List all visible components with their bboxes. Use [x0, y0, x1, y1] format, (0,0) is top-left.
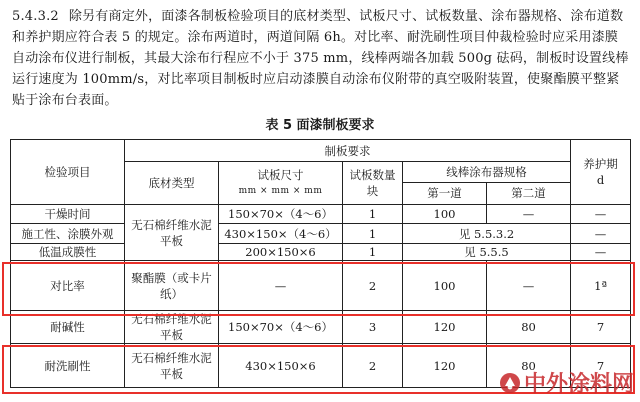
row-count: 2: [343, 344, 403, 388]
header-cure: [571, 140, 631, 205]
header-count-label: 试板数量: [349, 168, 396, 182]
row-cure: —: [571, 224, 631, 244]
table-row: [11, 224, 631, 244]
header-applicator-passes: [403, 183, 570, 204]
table-row: [11, 311, 631, 344]
row-count: 1: [343, 205, 403, 224]
table-caption: 表 5 面漆制板要求: [265, 118, 375, 133]
row-cure: 1ª: [571, 261, 631, 311]
row-size: —: [219, 261, 343, 311]
logo-icon: [499, 372, 521, 394]
header-group: 制板要求: [125, 140, 571, 162]
header-cure-unit: d: [596, 173, 605, 187]
row-cure: —: [571, 205, 631, 224]
header-count: [343, 162, 403, 205]
row-substrate: 聚酯膜（或卡片纸）: [125, 261, 219, 311]
row-second: —: [487, 261, 571, 311]
table-row: [11, 244, 631, 261]
row-applicator-merged: 见 5.5.3.2: [403, 224, 571, 244]
table-row: [11, 261, 631, 311]
header-row-1: [11, 140, 631, 162]
section-paragraph: [12, 6, 630, 111]
row-substrate: 无石棉纤维水泥平板: [125, 344, 219, 388]
row-cure: 7: [571, 344, 631, 388]
row-count: 2: [343, 261, 403, 311]
row-count: 1: [343, 224, 403, 244]
header-cure-label: 养护期: [583, 157, 618, 171]
row-size: 430×150×6: [219, 344, 343, 388]
header-size-unit: mm × mm × mm: [238, 186, 323, 196]
row-size: 150×70×（4～6）: [219, 205, 343, 224]
header-first-pass: 第一道: [403, 183, 487, 204]
watermark-text: 中外涂料网: [523, 372, 634, 397]
header-applicator: [403, 162, 571, 205]
header-size: [219, 162, 343, 205]
row-first: 100: [403, 205, 487, 224]
header-second-pass: 第二道: [511, 186, 546, 200]
row-size: 200×150×6: [219, 244, 343, 261]
header-applicator-label: 线棒涂布器规格: [403, 162, 570, 183]
panel-requirements-table-wrap: [10, 139, 630, 388]
row-count: 1: [343, 244, 403, 261]
row-size: 150×70×（4～6）: [219, 311, 343, 344]
row-second: —: [487, 205, 571, 224]
row-size: 430×150×（4～6）: [219, 224, 343, 244]
section-number: 5.4.3.2: [12, 9, 59, 24]
row-item: 施工性、涂膜外观: [11, 224, 125, 244]
header-count-unit: 块: [366, 184, 379, 198]
section-text: 除另有商定外，面漆各制板检验项目的底材类型、试板尺寸、试板数量、涂布器规格、涂布道数和养护期应符合表 5 的规定。涂布两道时，两道间隔 6h。对比率、耐洗刷性项目仲裁检验时应采用漆膜自动涂布仪进行制板，其最大涂布行程应不小于 375 mm，线棒两端各加载 500g 砝码，制板时设置线棒运行速度为 100mm/s，对比率项目制板时应启动漆膜自动涂布仪附带的真空吸附装置，使聚酯膜平整紧贴于涂布台表面。: [12, 9, 629, 108]
row-first: 120: [403, 311, 487, 344]
row-substrate: 无石棉纤维水泥平板: [125, 311, 219, 344]
row-item: 对比率: [11, 261, 125, 311]
header-substrate: 底材类型: [125, 162, 219, 205]
watermark: [499, 367, 634, 398]
row-first: 100: [403, 261, 487, 311]
header-item: 检验项目: [11, 140, 125, 205]
row-applicator-merged: 见 5.5.5: [403, 244, 571, 261]
row-substrate-merged: 无石棉纤维水泥平板: [125, 205, 219, 261]
header-size-label: 试板尺寸: [257, 168, 304, 182]
row-second: 80: [487, 344, 571, 388]
row-first: 120: [403, 344, 487, 388]
row-cure: —: [571, 244, 631, 261]
row-item: 干燥时间: [11, 205, 125, 224]
table-row: [11, 205, 631, 224]
panel-requirements-table: [10, 139, 631, 388]
row-cure: 7: [571, 311, 631, 344]
row-count: 3: [343, 311, 403, 344]
row-item: 低温成膜性: [11, 244, 125, 261]
row-second: 80: [487, 311, 571, 344]
row-item: 耐洗刷性: [11, 344, 125, 388]
row-item: 耐碱性: [11, 311, 125, 344]
